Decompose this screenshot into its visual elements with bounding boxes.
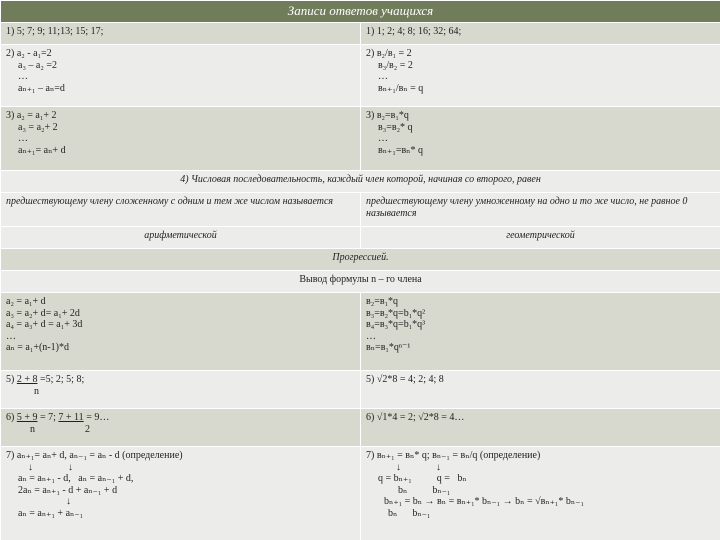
formula-heading: Вывод формулы n – го члена [1, 271, 720, 293]
arith-row-1: 1) 5; 7; 9; 11;13; 15; 17; [1, 23, 361, 45]
geom-row-2: 2) в₂/в₁ = 2 в₃/в₂ = 2 … вₙ₊₁/вₙ = q [361, 45, 720, 107]
definition-intro: 4) Числовая последовательность, каждый член которой, начиная со второго, равен [1, 171, 720, 193]
geom-example-5: 5) √2*8 = 4; 2; 4; 8 [361, 371, 720, 409]
geom-example-6: 6) √1*4 = 2; √2*8 = 4… [361, 409, 720, 447]
table-title: Записи ответов учащихся [1, 1, 720, 23]
arith-example-6: 6) 5 + 9 = 7; 7 + 11 = 9… n 2 [1, 409, 361, 447]
arith-row-2: 2) a₂ - a₁=2 a₃ – a₂ =2 … aₙ₊₁ – aₙ=d [1, 45, 361, 107]
arith-characteristic: 7) aₙ₊₁= aₙ+ d, aₙ₋₁ = aₙ - d (определение) ↓ ↓ aₙ = aₙ₊₁ - d, aₙ = aₙ₋₁ + d, 2aₙ = aₙ₊₁ - d + aₙ₋₁ + d ↓ aₙ = aₙ₊₁ + aₙ₋₁ [1, 447, 361, 540]
geom-row-1: 1) 1; 2; 4; 8; 16; 32; 64; [361, 23, 720, 45]
arith-definition: предшествующему члену сложенному с одним и тем же числом называется [1, 193, 361, 227]
arith-derivation: a₂ = a₁+ d a₃ = a₂+ d= a₁+ 2d a₄ = a₃+ d = a₁+ 3d … aₙ = a₁+(n-1)*d [1, 293, 361, 371]
geom-term: геометрической [361, 227, 720, 249]
geom-characteristic: 7) вₙ₊₁ = вₙ* q; вₙ₋₁ = вₙ/q (определение) ↓ ↓ q = bₙ₊₁ q = bₙ bₙ bₙ₋₁ bₙ₊₁ = bₙ → вₙ = вₙ₊₁* bₙ₋₁ → bₙ = √вₙ₊₁* bₙ₋₁ bₙ bₙ₋₁ [361, 447, 720, 540]
arith-row-3: 3) a₂ = a₁+ 2 a₃ = a₂+ 2 … aₙ₊₁= aₙ+ d [1, 107, 361, 171]
arith-term: арифметической [1, 227, 361, 249]
geom-derivation: в₂=в₁*q в₃=в₂*q=b₁*q² в₄=в₃*q=b₁*q³ … вₙ=в₁*qⁿ⁻¹ [361, 293, 720, 371]
arith-example-5: 5) 2 + 8 =5; 2; 5; 8; n [1, 371, 361, 409]
progression-word: Прогрессией. [1, 249, 720, 271]
geom-row-3: 3) в₂=в₁*q в₃=в₂* q … вₙ₊₁=вₙ* q [361, 107, 720, 171]
geom-definition: предшествующему члену умноженному на одно и то же число, не равное 0 называется [361, 193, 720, 227]
